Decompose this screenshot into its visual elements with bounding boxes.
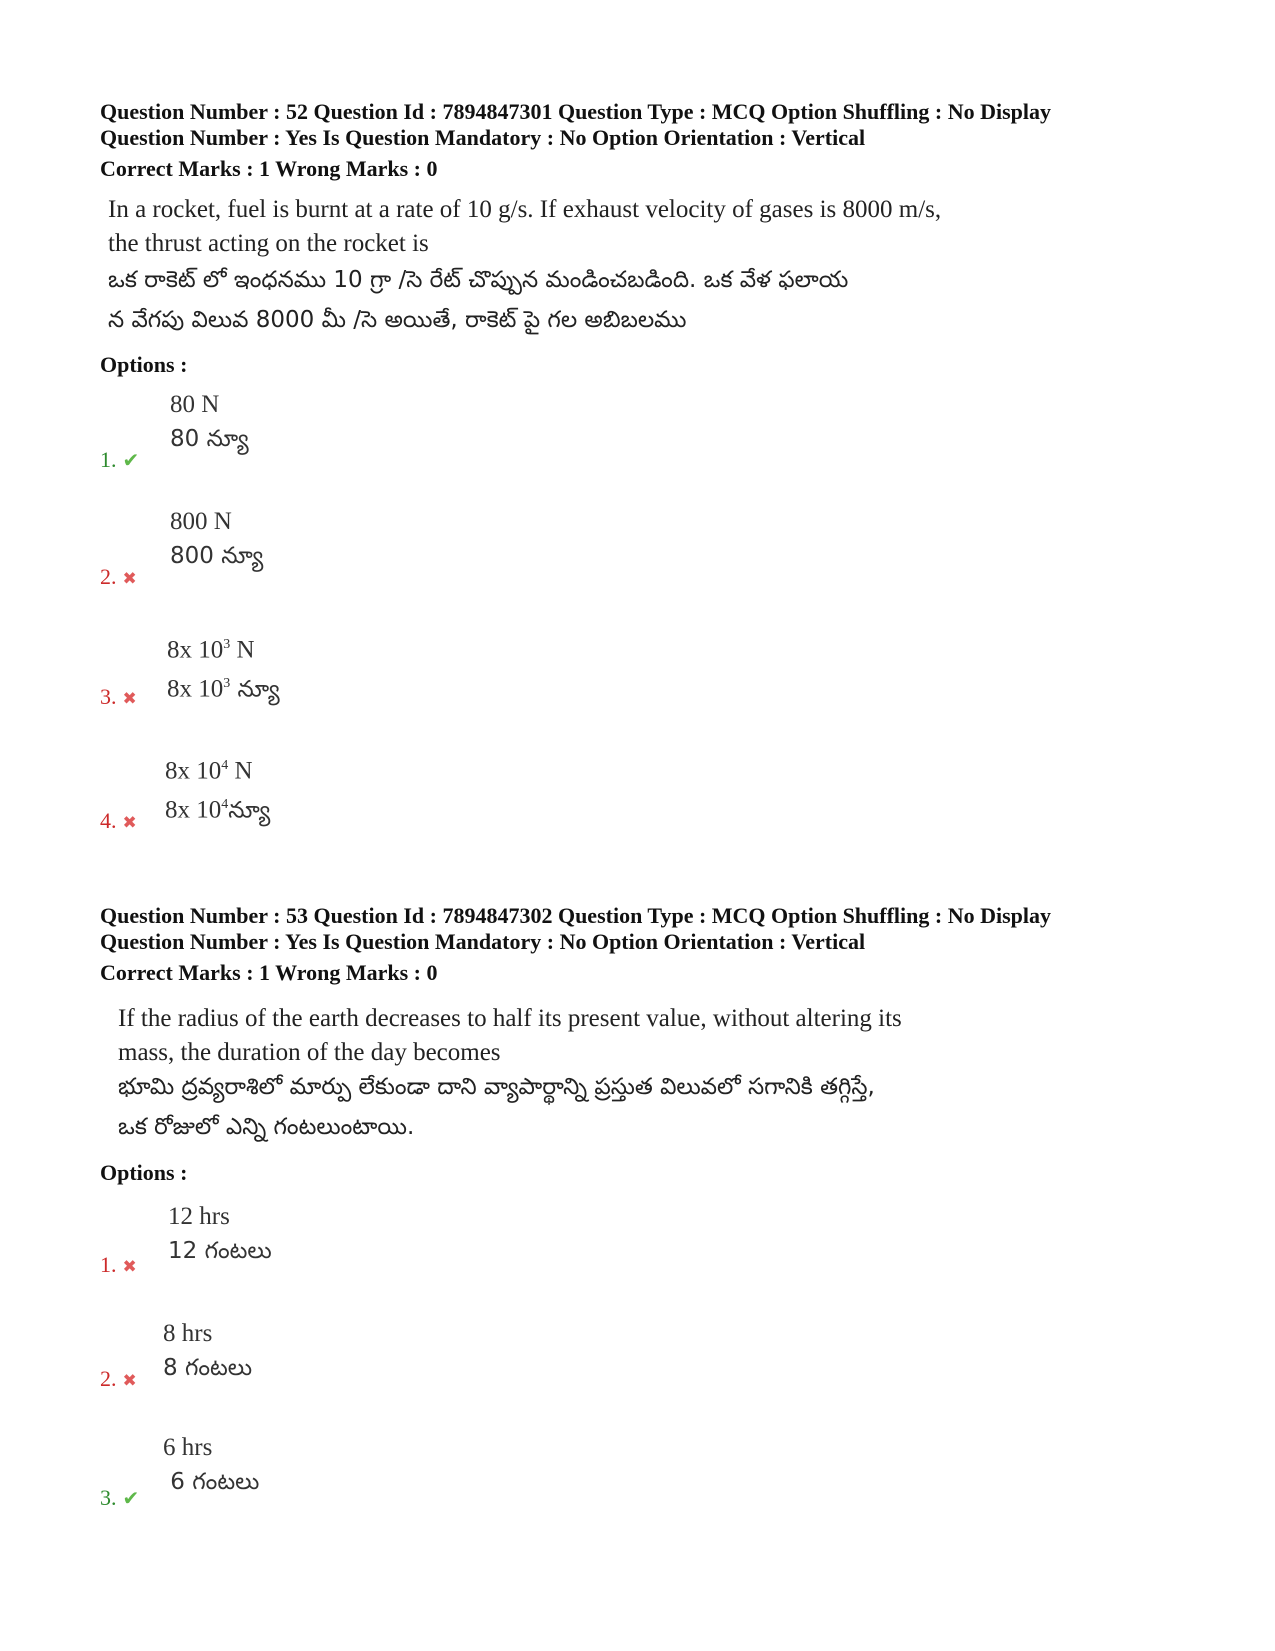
check-icon: ✔ xyxy=(122,1486,140,1510)
option-1-text xyxy=(168,1200,272,1268)
option-3-number xyxy=(100,1485,139,1511)
option-3-text-te: 6 గంటలు xyxy=(163,1469,260,1495)
cross-icon: ✖ xyxy=(122,813,137,833)
question-text-en-line-1: If the radius of the earth decreases to half its present value, without altering its xyxy=(118,1005,902,1032)
option-4-text xyxy=(165,749,270,828)
option-1-number xyxy=(100,1252,137,1278)
option-1-text-en: 80 N xyxy=(170,391,220,418)
option-4-text-en: 8x $10^4$ N xyxy=(165,757,253,785)
option-2-text-en: 8 hrs xyxy=(163,1320,213,1347)
cross-icon: ✖ xyxy=(122,1371,137,1391)
question-text-en-line-2: mass, the duration of the day becomes xyxy=(118,1039,501,1066)
option-2-number xyxy=(100,1366,137,1392)
option-number: 3. xyxy=(100,1485,117,1510)
option-2-text-en: 800 N xyxy=(170,508,232,535)
option-2-text xyxy=(170,505,263,573)
question-marks-line: Correct Marks : 1 Wrong Marks : 0 xyxy=(100,156,438,181)
question-meta-line-1: Question Number : 52 Question Id : 7894847301 Question Type : MCQ Option Shuffling : No Display xyxy=(100,99,1052,124)
options-label: Options : xyxy=(100,1160,188,1185)
option-number: 2. xyxy=(100,1366,117,1391)
question-text-te-line-2: న వేగపు విలువ 8000 మీ /సె అయితే, రాకెట్ పై గల అబిబలము xyxy=(108,307,687,333)
option-1-text-en: 12 hrs xyxy=(168,1203,230,1230)
option-number: 2. xyxy=(100,564,117,589)
option-number: 1. xyxy=(100,447,117,472)
option-3-text xyxy=(163,1431,259,1499)
question-text-te-line-1: ఒక రాకెట్ లో ఇంధనము 10 గ్రా /సె రేట్ చొప్పున మండించబడింది. ఒక వేళ ఫలాయ xyxy=(108,267,849,293)
option-3-text-en: 6 hrs xyxy=(163,1434,213,1461)
question-text xyxy=(118,1002,902,1144)
option-number: 3. xyxy=(100,684,117,709)
cross-icon: ✖ xyxy=(122,1257,137,1277)
option-2-number xyxy=(100,564,137,590)
option-3-text xyxy=(167,628,280,707)
question-meta-line-2: Question Number : Yes Is Question Mandatory : No Option Orientation : Vertical xyxy=(100,125,866,150)
option-2-text-te: 800 న్యూ xyxy=(170,543,264,569)
cross-icon: ✖ xyxy=(122,569,137,589)
question-meta-line-2: Question Number : Yes Is Question Mandatory : No Option Orientation : Vertical xyxy=(100,929,866,954)
option-2-text-te: 8 గంటలు xyxy=(163,1355,253,1381)
option-1-number xyxy=(100,447,139,473)
cross-icon: ✖ xyxy=(122,689,137,709)
option-number: 4. xyxy=(100,808,117,833)
option-2-text xyxy=(163,1317,252,1385)
option-number: 1. xyxy=(100,1252,117,1277)
check-icon: ✔ xyxy=(122,448,140,472)
option-1-text xyxy=(170,388,249,456)
options-label: Options : xyxy=(100,352,188,377)
option-1-text-te: 12 గంటలు xyxy=(168,1238,272,1264)
question-meta-line-1: Question Number : 53 Question Id : 7894847302 Question Type : MCQ Option Shuffling : No Display xyxy=(100,903,1052,928)
option-3-text-en: 8x $10^3$ N xyxy=(167,636,255,664)
question-text-te-line-2: ఒక రోజులో ఎన్ని గంటలుంటాయి. xyxy=(118,1114,415,1140)
option-4-number xyxy=(100,808,137,834)
question-text xyxy=(108,193,941,337)
question-text-te-line-1: భూమి ద్రవ్యరాశిలో మార్పు లేకుండా దాని వ్యాపార్థాన్ని ప్రస్తుత విలువలో సగానికి తగ్గిస్తే, xyxy=(118,1074,875,1100)
question-marks-line: Correct Marks : 1 Wrong Marks : 0 xyxy=(100,960,438,985)
option-4-text-te: 8x $10^4న్యూ$ xyxy=(165,796,271,824)
option-3-text-te: 8x $10^3$ న్యూ xyxy=(167,675,280,703)
option-1-text-te: 80 న్యూ xyxy=(170,426,249,452)
question-text-en-line-1: In a rocket, fuel is burnt at a rate of 10 g/s. If exhaust velocity of gases is 8000 m/s, xyxy=(108,196,942,223)
question-text-en-line-2: the thrust acting on the rocket is xyxy=(108,230,429,257)
option-3-number xyxy=(100,684,137,710)
